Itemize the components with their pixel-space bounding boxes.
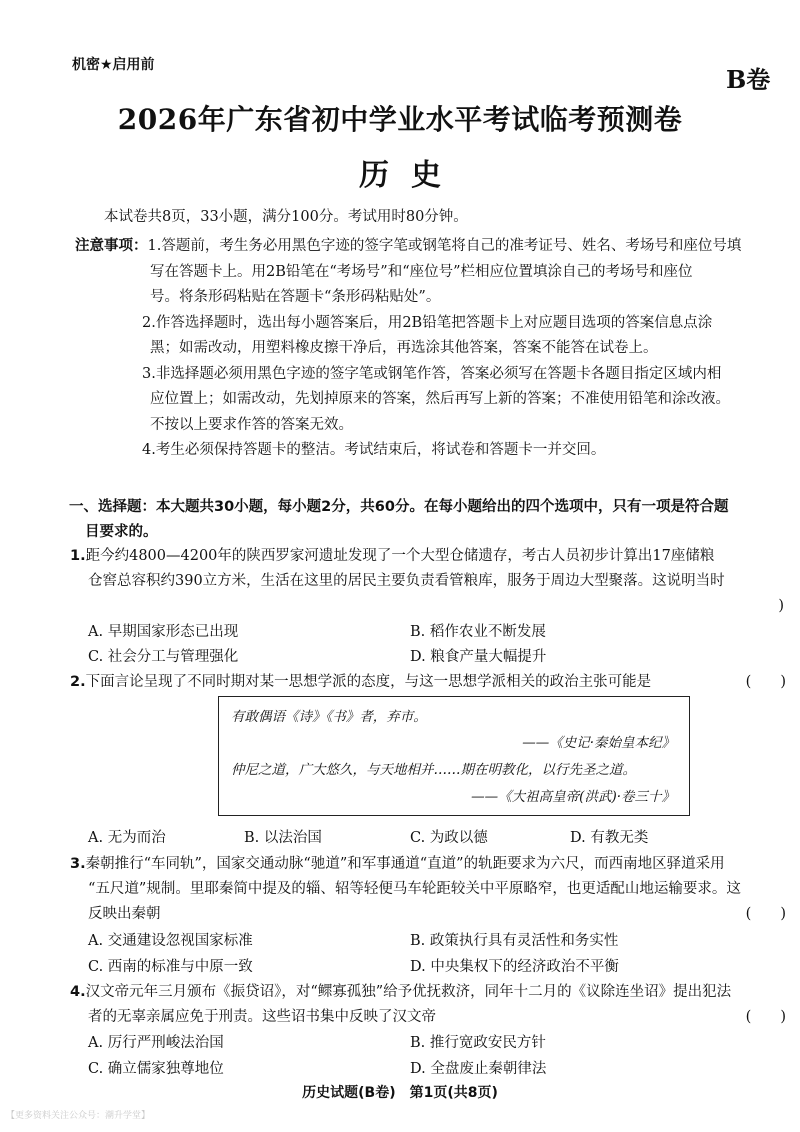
question-line xyxy=(70,980,790,1005)
question-number: 2. xyxy=(70,674,86,690)
note-line: 应位置上；如需改动，先划掉原来的答案，然后再写上新的答案；不准使用铅笔和涂改液。 xyxy=(150,391,730,407)
quote-source: ——《史记·秦始皇本纪》 xyxy=(522,735,675,751)
option-b: B. 推行宽政安民方针 xyxy=(410,1035,546,1051)
note-item xyxy=(75,234,787,260)
note-line: 1.答题前，考生务必用黑色字迹的签字笔或钢笔将自己的准考证号、姓名、考场号和座位号填 xyxy=(147,238,742,254)
note-line: 2.作答选择题时，选出每小题答案后，用2B铅笔把答题卡上对应题目选项的答案信息点涂 xyxy=(142,314,713,331)
notes-heading: 注意事项： xyxy=(75,238,148,254)
question-line xyxy=(70,544,790,569)
question-text: 下面言论呈现了不同时期对某一思想学派的态度，与这一思想学派相关的政治主张可能是 xyxy=(85,674,652,690)
question-line xyxy=(70,670,790,695)
option-b: B. 稻作农业不断发展 xyxy=(410,624,546,640)
option-c: C. 确立儒家独尊地位 xyxy=(88,1061,224,1077)
question-line xyxy=(70,902,790,927)
option-a: A. 交通建设忽视国家标准 xyxy=(88,933,253,949)
note-line: 号。将条形码粘贴在答题卡“条形码粘贴处”。 xyxy=(150,289,441,305)
option-d: D. 中央集权下的经济政治不平衡 xyxy=(410,959,619,975)
section-line: 一、选择题：本大题共30小题，每小题2分，共60分。在每小题给出的四个选项中，只有一项是符合题 xyxy=(69,499,729,515)
exam-intro: 本试卷共8页，33小题，满分100分。考试用时80分钟。 xyxy=(104,209,468,225)
option-a: A. 无为而治 xyxy=(88,830,166,846)
volume-label: B卷 xyxy=(726,65,771,94)
question-number: 3. xyxy=(70,856,86,872)
option-d: D. 有教无类 xyxy=(570,830,649,846)
notes-block xyxy=(75,234,787,464)
option-d: D. 全盘废止秦朝律法 xyxy=(410,1061,547,1077)
note-line: 写在答题卡上。用2B铅笔在“考场号”和“座位号”栏相应位置填涂自己的考场号和座位 xyxy=(150,263,693,280)
question-text: 汉文帝元年三月颁布《振贷诏》，对“鳏寡孤独”给予优抚救济，同年十二月的《议除连坐诏》提出犯法 xyxy=(85,984,732,1000)
question-4 xyxy=(70,980,790,1030)
subject-title: 历史 xyxy=(359,158,463,193)
answer-paren: ) xyxy=(778,598,784,614)
option-c: C. 西南的标准与中原一致 xyxy=(88,959,253,975)
quote-box xyxy=(218,696,690,816)
question-3 xyxy=(70,852,790,927)
answer-paren: ( ) xyxy=(745,674,786,690)
quote-line: 有敢偶语《诗》《书》者，弃市。 xyxy=(231,709,427,725)
note-line: 4.考生必须保持答题卡的整洁。考试结束后，将试卷和答题卡一并交回。 xyxy=(142,442,606,458)
question-line xyxy=(70,852,790,877)
question-text: 距今约4800—4200年的陕西罗家河遗址发现了一个大型仓储遗存，考古人员初步计算出17座储粮 xyxy=(85,548,715,564)
option-c: C. 为政以德 xyxy=(410,830,488,846)
section-line: 目要求的。 xyxy=(85,524,158,540)
option-d: D. 粮食产量大幅提升 xyxy=(410,649,547,665)
quote-source: ——《大祖高皇帝(洪武)·卷三十》 xyxy=(471,789,675,805)
option-b: B. 以法治国 xyxy=(244,830,322,846)
confidential-label: 机密★启用前 xyxy=(72,57,155,73)
answer-paren: ( ) xyxy=(745,1009,786,1025)
answer-paren: ( ) xyxy=(745,906,786,922)
quote-line: 仲尼之道，广大悠久，与天地相并……期在明教化，以行先圣之道。 xyxy=(231,762,636,778)
option-a: A. 早期国家形态已出现 xyxy=(88,624,239,640)
question-text: 者的无辜亲属应免于刑责。这些诏书集中反映了汉文帝 xyxy=(88,1009,436,1025)
option-a: A. 厉行严刑峻法治国 xyxy=(88,1035,224,1051)
question-text: 反映出秦朝 xyxy=(88,906,161,922)
exam-title: 2026年广东省初中学业水平考试临考预测卷 xyxy=(117,103,683,136)
question-line xyxy=(70,1005,790,1030)
watermark: 【更多资料关注公众号：潮升学堂】 xyxy=(6,1111,151,1121)
option-c: C. 社会分工与管理强化 xyxy=(88,649,239,665)
section-heading xyxy=(69,495,789,545)
question-line: “五尺道”规制。里耶秦简中提及的辎、轺等轻便马车轮距较关中平原略窄，也更适配山地运输要求。这 xyxy=(88,881,741,897)
note-line: 黑；如需改动，用塑料橡皮擦干净后，再选涂其他答案，答案不能答在试卷上。 xyxy=(150,340,658,356)
page-footer: 历史试题(B卷) 第1页(共8页) xyxy=(302,1085,498,1101)
question-number: 4. xyxy=(70,984,86,1000)
note-line: 不按以上要求作答的答案无效。 xyxy=(150,416,353,433)
note-line: 3.非选择题必须用黑色字迹的签字笔或钢笔作答，答案必须写在答题卡各题目指定区域内相 xyxy=(142,365,722,382)
question-line: 仓窖总容积约390立方米，生活在这里的居民主要负责看管粮库，服务于周边大型聚落。这说明当时 xyxy=(88,573,725,589)
option-b: B. 政策执行具有灵活性和务实性 xyxy=(410,933,619,949)
question-2 xyxy=(70,670,790,695)
question-1 xyxy=(70,544,790,619)
question-number: 1. xyxy=(70,548,86,564)
question-text: 秦朝推行“车同轨”，国家交通动脉“驰道”和军事通道“直道”的轨距要求为六尺，而西南地区驿道采用 xyxy=(85,856,725,872)
